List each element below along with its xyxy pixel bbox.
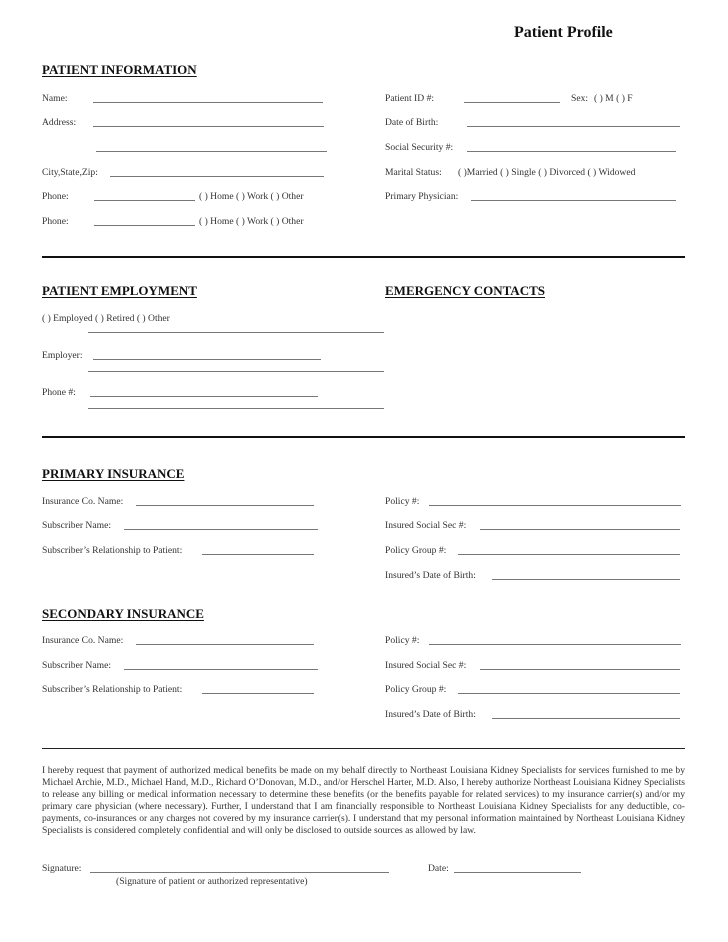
phone2-field[interactable] bbox=[94, 225, 195, 226]
secondary-insured-dob-field[interactable] bbox=[492, 718, 680, 719]
phone2-type-options[interactable]: ( ) Home ( ) Work ( ) Other bbox=[199, 216, 304, 227]
primary-insured-dob-field[interactable] bbox=[492, 579, 680, 580]
secondary-subscriber-field[interactable] bbox=[124, 669, 318, 670]
employment-line-field[interactable] bbox=[88, 332, 384, 333]
phone1-label: Phone: bbox=[42, 191, 69, 202]
secondary-company-label: Insurance Co. Name: bbox=[42, 635, 124, 646]
city-state-zip-label: City,State,Zip: bbox=[42, 167, 98, 178]
page-title: Patient Profile bbox=[514, 24, 613, 41]
secondary-insured-ssn-label: Insured Social Sec #: bbox=[385, 660, 467, 671]
primary-group-label: Policy Group #: bbox=[385, 545, 447, 556]
employer-field[interactable] bbox=[93, 359, 321, 360]
patient-information-heading: PATIENT INFORMATION bbox=[42, 62, 197, 77]
secondary-group-field[interactable] bbox=[458, 693, 680, 694]
employer-line2-field[interactable] bbox=[88, 371, 384, 372]
employer-phone-label: Phone #: bbox=[42, 387, 76, 398]
phone1-field[interactable] bbox=[94, 200, 195, 201]
primary-policy-label: Policy #: bbox=[385, 496, 420, 507]
primary-physician-label: Primary Physician: bbox=[385, 191, 459, 202]
marital-status-options[interactable]: ( )Married ( ) Single ( ) Divorced ( ) Widowed bbox=[458, 167, 636, 178]
secondary-relationship-field[interactable] bbox=[202, 693, 314, 694]
marital-status-label: Marital Status: bbox=[385, 167, 442, 178]
primary-physician-field[interactable] bbox=[471, 200, 676, 201]
primary-insurance-heading: PRIMARY INSURANCE bbox=[42, 466, 185, 481]
section-divider bbox=[42, 436, 685, 438]
signature-field[interactable] bbox=[90, 872, 389, 873]
employment-status-options[interactable]: ( ) Employed ( ) Retired ( ) Other bbox=[42, 313, 170, 324]
primary-insured-ssn-field[interactable] bbox=[480, 529, 680, 530]
secondary-policy-field[interactable] bbox=[429, 644, 681, 645]
dob-field[interactable] bbox=[467, 126, 680, 127]
signature-label: Signature: bbox=[42, 863, 82, 874]
primary-insured-dob-label: Insured’s Date of Birth: bbox=[385, 570, 476, 581]
address-line2-field[interactable] bbox=[96, 151, 327, 152]
dob-label: Date of Birth: bbox=[385, 117, 439, 128]
city-state-zip-field[interactable] bbox=[110, 176, 324, 177]
address-field[interactable] bbox=[93, 126, 324, 127]
primary-policy-field[interactable] bbox=[429, 505, 681, 506]
secondary-insured-dob-label: Insured’s Date of Birth: bbox=[385, 709, 476, 720]
patient-employment-heading: PATIENT EMPLOYMENT bbox=[42, 283, 197, 298]
primary-company-label: Insurance Co. Name: bbox=[42, 496, 124, 507]
date-label: Date: bbox=[428, 863, 449, 874]
authorization-text: I hereby request that payment of authorized medical benefits be made on my behalf directly to Northeast Louisiana Kidney Specialists for services furnished to me by Michael Archie, M.D., Michael Hand, M.D., Richard O’Donovan, M.D., and/or Herschel Harter, M.D. Also, I hereby authorize Northeast Louisiana Kidney Specialists to release any billing or medical information necessary to determine these benefits (or the benefits payable for related services) to my insurance carrier(s) and/or my primary care physician (where necessary). Further, I understand that I am financially responsible to Northeast Louisiana Kidney Specialists for any deductible, co-payments, co-insurances or any charges not covered by my insurance carrier(s). I understand that my personal information maintained by Northeast Louisiana Kidney Specialists is considered completely confidential and will only be disclosed to outside sources as allowed by law. bbox=[42, 765, 685, 836]
sex-label: Sex: bbox=[571, 93, 589, 104]
address-label: Address: bbox=[42, 117, 77, 128]
secondary-insured-ssn-field[interactable] bbox=[480, 669, 680, 670]
secondary-insurance-heading: SECONDARY INSURANCE bbox=[42, 606, 204, 621]
emergency-contacts-heading: EMERGENCY CONTACTS bbox=[385, 283, 545, 298]
primary-subscriber-field[interactable] bbox=[124, 529, 318, 530]
primary-insured-ssn-label: Insured Social Sec #: bbox=[385, 520, 467, 531]
employer-label: Employer: bbox=[42, 350, 83, 361]
ssn-field[interactable] bbox=[467, 151, 676, 152]
signature-caption: (Signature of patient or authorized representative) bbox=[116, 876, 308, 887]
primary-relationship-field[interactable] bbox=[202, 554, 314, 555]
primary-company-field[interactable] bbox=[136, 505, 314, 506]
secondary-relationship-label: Subscriber’s Relationship to Patient: bbox=[42, 684, 183, 695]
patient-id-label: Patient ID #: bbox=[385, 93, 435, 104]
employer-phone-field[interactable] bbox=[90, 396, 318, 397]
phone1-type-options[interactable]: ( ) Home ( ) Work ( ) Other bbox=[199, 191, 304, 202]
secondary-company-field[interactable] bbox=[136, 644, 314, 645]
employer-phone-line2-field[interactable] bbox=[88, 408, 384, 409]
sex-options[interactable]: ( ) M ( ) F bbox=[594, 93, 633, 104]
primary-group-field[interactable] bbox=[458, 554, 680, 555]
secondary-group-label: Policy Group #: bbox=[385, 684, 447, 695]
primary-relationship-label: Subscriber’s Relationship to Patient: bbox=[42, 545, 183, 556]
ssn-label: Social Security #: bbox=[385, 142, 454, 153]
name-label: Name: bbox=[42, 93, 68, 104]
primary-subscriber-label: Subscriber Name: bbox=[42, 520, 112, 531]
secondary-subscriber-label: Subscriber Name: bbox=[42, 660, 112, 671]
secondary-policy-label: Policy #: bbox=[385, 635, 420, 646]
patient-id-field[interactable] bbox=[464, 102, 560, 103]
date-field[interactable] bbox=[454, 872, 581, 873]
name-field[interactable] bbox=[93, 102, 323, 103]
authorization-divider bbox=[42, 748, 685, 749]
section-divider bbox=[42, 256, 685, 258]
phone2-label: Phone: bbox=[42, 216, 69, 227]
